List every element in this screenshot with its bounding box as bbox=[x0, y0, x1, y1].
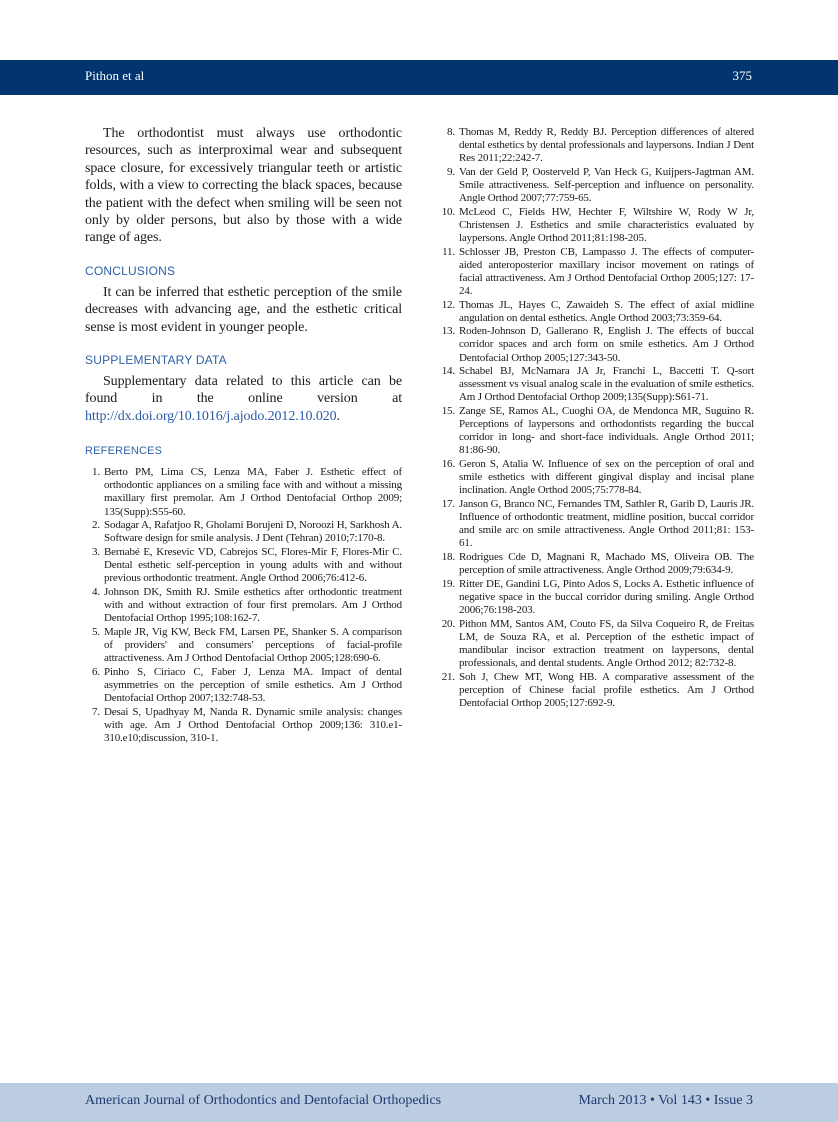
reference-number: 16. bbox=[441, 458, 455, 471]
reference-text: Ritter DE, Gandini LG, Pinto Ados S, Locks A. Esthetic influence of negative space in the buccal corridor during smiling. Angle Orthod 2006;76:198-203. bbox=[459, 577, 754, 616]
reference-number: 1. bbox=[92, 466, 100, 479]
reference-number: 11. bbox=[442, 245, 455, 258]
reference-item bbox=[440, 299, 754, 325]
running-title: Pithon et al bbox=[85, 68, 145, 83]
reference-list-right bbox=[440, 126, 754, 710]
reference-item bbox=[85, 706, 402, 745]
reference-item bbox=[440, 618, 754, 670]
journal-name: American Journal of Orthodontics and Dentofacial Orthopedics bbox=[85, 1093, 442, 1108]
reference-text: Schabel BJ, McNamara JA Jr, Franchi L, Baccetti T. Q-sort assessment vs visual analog scale in the evaluation of smile esthetics. Am J Orthod Dentofacial Orthop 2009;135(Supp):S61-71. bbox=[459, 365, 754, 404]
reference-item bbox=[85, 466, 402, 518]
reference-text: Maple JR, Vig KW, Beck FM, Larsen PE, Shanker S. A comparison of providers' and consumers' perceptions of facial-profile attractiveness. Am J Orthod Dentofacial Orthop 2005;128:690-6. bbox=[104, 625, 402, 664]
right-column bbox=[440, 126, 754, 710]
reference-text: Pinho S, Ciriaco C, Faber J, Lenza MA. Impact of dental asymmetries on the perception of smile esthetics. Am J Orthod Dentofacial Orthop 2007;132:748-53. bbox=[104, 665, 402, 704]
reference-text: Thomas JL, Hayes C, Zawaideh S. The effect of axial midline angulation on dental esthetics. Angle Orthod 2003;73:359-64. bbox=[459, 298, 754, 324]
left-column bbox=[85, 125, 402, 745]
reference-number: 10. bbox=[441, 205, 455, 218]
supplementary-text bbox=[85, 373, 402, 425]
reference-number: 4. bbox=[92, 585, 100, 598]
reference-list-left bbox=[85, 466, 402, 745]
reference-item bbox=[85, 586, 402, 625]
conclusions-heading: CONCLUSIONS bbox=[85, 263, 176, 278]
supplementary-text-end: . bbox=[336, 408, 340, 424]
reference-text: Rodrigues Cde D, Magnani R, Machado MS, Oliveira OB. The perception of smile attractiveness. Angle Orthod 2009;79:634-9. bbox=[459, 550, 754, 577]
page-number: 375 bbox=[732, 68, 752, 83]
journal-footer bbox=[0, 1083, 838, 1122]
reference-item bbox=[440, 166, 754, 205]
reference-text: Janson G, Branco NC, Fernandes TM, Sathler R, Garib D, Lauris JR. Influence of orthodontic treatment, midline position, buccal corridor and smile arc on smile attractiveness. Angle Orthod 2011;81: 153-61. bbox=[459, 497, 754, 550]
reference-item bbox=[85, 626, 402, 665]
reference-text: Johnson DK, Smith RJ. Smile esthetics after orthodontic treatment with and without extraction of four first premolars. Am J Orthod Dentofacial Orthop 1995;108:162-7. bbox=[104, 585, 402, 625]
conclusions-text: It can be inferred that esthetic perception of the smile decreases with advancing age, and the esthetic critical sense is most evident in younger people. bbox=[85, 284, 402, 335]
reference-item bbox=[440, 671, 754, 710]
reference-number: 8. bbox=[447, 126, 455, 138]
reference-text: Schlosser JB, Preston CB, Lampasso J. The effects of computer-aided anteroposterior maxillary incisor movement on ratings of facial attractiveness. Am J Orthod Dentofacial Orthop 2005;127: 17-24. bbox=[459, 245, 754, 297]
reference-item bbox=[440, 206, 754, 245]
reference-number: 7. bbox=[92, 705, 100, 718]
reference-number: 3. bbox=[92, 546, 100, 559]
reference-item bbox=[440, 325, 754, 364]
reference-number: 2. bbox=[92, 519, 100, 532]
references-heading: REFERENCES bbox=[85, 445, 163, 458]
running-header bbox=[0, 60, 838, 95]
reference-text: Sodagar A, Rafatjoo R, Gholami Borujeni D, Noroozi H, Sarkhosh A. Software design for smile analysis. J Dent (Tehran) 2010;7:170-8. bbox=[104, 519, 402, 545]
reference-text: Bernabé E, Kresevic VD, Cabrejos SC, Flores-Mir F, Flores-Mir C. Dental esthetic self-perception in young adults with and without previous orthodontic treatment. Angle Orthod 2006;76:412-6. bbox=[104, 546, 402, 585]
reference-item bbox=[440, 405, 754, 457]
reference-text: Roden-Johnson D, Gallerano R, English J. The effects of buccal corridor spaces and arch form on smile esthetics. Am J Orthod Dentofacial Orthop 2005;127:343-50. bbox=[459, 325, 754, 364]
reference-item bbox=[440, 578, 754, 617]
body-paragraph: The orthodontist must always use orthodontic resources, such as interproximal wear and subsequent space closure, for excessively triangular teeth or artistic folds, with a view to correcting the black spaces, because the patient with the defect when smiling will be seen not only by older persons, but also by those with a wide range of ages. bbox=[85, 126, 402, 246]
issue-info: March 2013 • Vol 143 • Issue 3 bbox=[578, 1093, 753, 1108]
supplementary-text-lead: Supplementary data related to this article can be found in the online version at bbox=[85, 374, 402, 407]
reference-text: Thomas M, Reddy R, Reddy BJ. Perception differences of altered dental esthetics by dental professionals and laypersons. Indian J Dent Res 2011;22:242-7. bbox=[459, 126, 754, 165]
reference-number: 19. bbox=[441, 577, 455, 590]
reference-number: 14. bbox=[441, 365, 455, 378]
reference-number: 13. bbox=[441, 325, 455, 338]
reference-text: Geron S, Atalia W. Influence of sex on the perception of oral and smile esthetics with different gingival display and incisal plane inclination. Angle Orthod 2005;75:778-84. bbox=[459, 458, 754, 497]
reference-item bbox=[440, 126, 754, 165]
reference-item bbox=[85, 546, 402, 585]
reference-number: 15. bbox=[441, 405, 455, 418]
reference-text: Desai S, Upadhyay M, Nanda R. Dynamic smile analysis: changes with age. Am J Orthod Dentofacial Orthop 2009;136: 310.e1-310.e10;discussion, 310-1. bbox=[104, 705, 402, 744]
reference-number: 21. bbox=[441, 670, 455, 683]
reference-number: 12. bbox=[441, 298, 455, 311]
reference-text: Van der Geld P, Oosterveld P, Van Heck G, Kuijpers-Jagtman AM. Smile attractiveness. Self-perception and influence on personality. Angle Orthod 2007;77:759-65. bbox=[459, 165, 754, 205]
reference-number: 18. bbox=[441, 550, 455, 563]
reference-item bbox=[85, 666, 402, 705]
reference-item bbox=[85, 519, 402, 545]
supplementary-heading: SUPPLEMENTARY DATA bbox=[85, 353, 227, 368]
reference-number: 5. bbox=[92, 625, 100, 638]
reference-number: 17. bbox=[441, 497, 455, 510]
reference-item bbox=[440, 458, 754, 497]
reference-item bbox=[440, 246, 754, 298]
reference-item bbox=[440, 498, 754, 550]
reference-item bbox=[440, 551, 754, 577]
supplementary-link[interactable]: http://dx.doi.org/10.1016/j.ajodo.2012.10.020 bbox=[85, 408, 337, 424]
reference-number: 9. bbox=[447, 165, 455, 178]
reference-number: 6. bbox=[92, 665, 100, 678]
reference-text: Zange SE, Ramos AL, Cuoghi OA, de Mendonca MR, Suguino R. Perceptions of laypersons and orthodontists regarding the buccal corridor in long- and short-face individuals. Angle Orthod 2011; 81:86-90. bbox=[459, 405, 754, 457]
reference-text: Berto PM, Lima CS, Lenza MA, Faber J. Esthetic effect of orthodontic appliances on a smiling face with and without a missing maxillary first premolar. Am J Orthod Dentofacial Orthop 2009; 135(Supp):S55-60. bbox=[104, 466, 402, 518]
reference-number: 20. bbox=[441, 617, 455, 630]
reference-text: Soh J, Chew MT, Wong HB. A comparative assessment of the perception of Chinese facial profile esthetics. Am J Orthod Dentofacial Orthop 2005;127:692-9. bbox=[459, 670, 754, 709]
reference-text: Pithon MM, Santos AM, Couto FS, da Silva Coqueiro R, de Freitas LM, de Souza RA, et al. Perception of the esthetic impact of mandibular incisor extraction treatment on laypersons, dental professionals, and dental students. Angle Orthod 2012; 82:732-8. bbox=[459, 617, 754, 669]
reference-text: McLeod C, Fields HW, Hechter F, Wiltshire W, Rody W Jr, Christensen J. Esthetics and smile characteristics evaluated by laypersons. Angle Orthod 2011;81:198-205. bbox=[459, 205, 754, 244]
reference-item bbox=[440, 365, 754, 404]
